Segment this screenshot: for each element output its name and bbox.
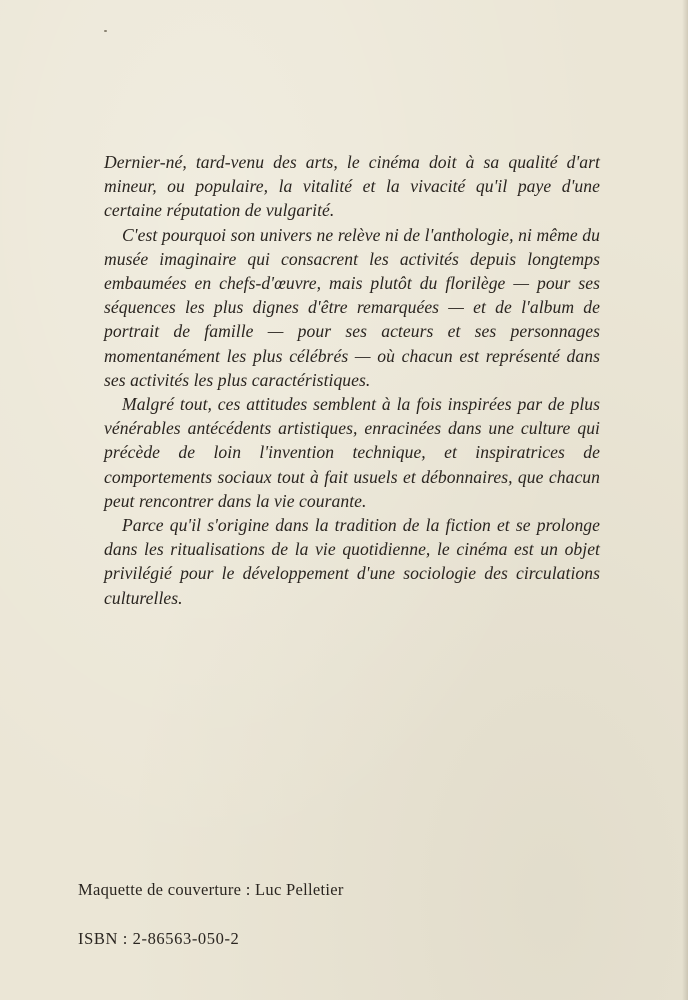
page-edge-shadow — [682, 0, 688, 1000]
isbn-number: ISBN : 2-86563-050-2 — [78, 929, 240, 948]
blurb-paragraph-1: Dernier-né, tard-venu des arts, le cinéma doit à sa qualité d'art mineur, ou populaire, la vitalité et la vivacité qu'il paye d'une certaine réputation de vulgarité. — [104, 152, 600, 221]
cover-design-credit: Maquette de couverture : Luc Pelletier — [78, 880, 344, 899]
blurb-paragraph-4: Parce qu'il s'origine dans la tradition de la fiction et se prolonge dans les ritualisations de la vie quotidienne, le cinéma est un objet privilégié pour le développement d'une sociologie des circulations culturelles. — [104, 515, 600, 608]
back-cover-blurb — [104, 150, 600, 610]
blurb-paragraph-2: C'est pourquoi son univers ne relève ni de l'anthologie, ni même du musée imaginaire qui consacrent les activités depuis longtemps embaumées en chefs-d'œuvre, mais plutôt du florilège — pour ses séquences les plus dignes d'être remarquées — et de l'album de portrait de famille — pour ses acteurs et ses personnages momentanément les plus célébrés — où chacun est représenté dans ses activités les plus caractéristiques. — [104, 224, 600, 390]
paper-speck — [104, 30, 107, 32]
blurb-paragraph-3: Malgré tout, ces attitudes semblent à la fois inspirées par de plus vénérables antécédents artistiques, enracinées dans une culture qui précède de loin l'invention technique, et inspiratrices de comportements sociaux tout à fait usuels et débonnaires, que chacun peut rencontrer dans la vie courante. — [104, 394, 600, 511]
